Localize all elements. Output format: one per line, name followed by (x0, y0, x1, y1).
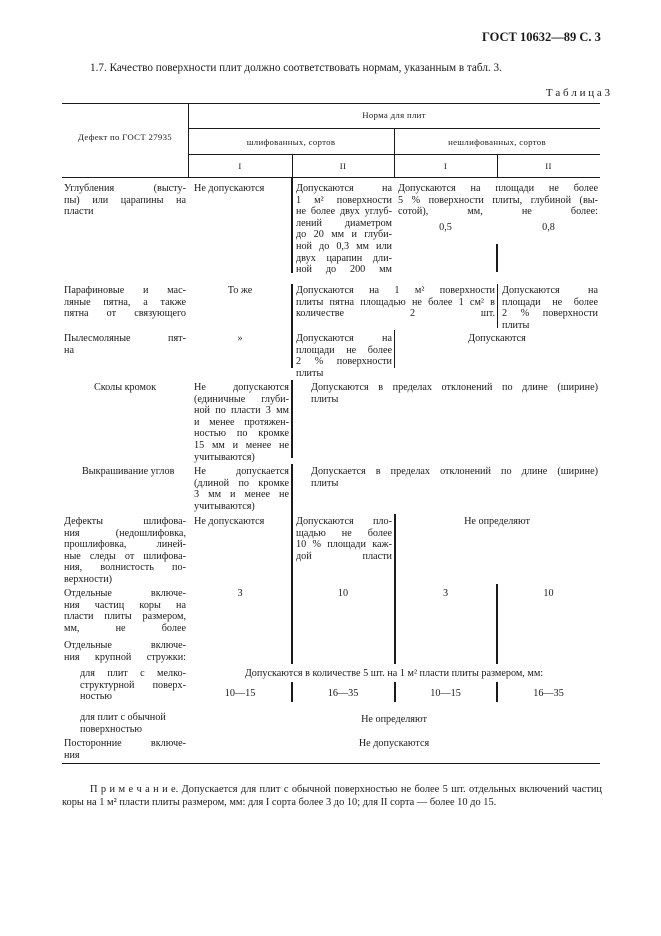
header-grade-1b: I (443, 161, 448, 171)
row2-grade1: То же (227, 285, 253, 296)
row2-grade2-unsanded1: Допускаются на 1 м² поверхности плиты пятна площадью не более 1 см² в количестве 2 шт. (296, 285, 495, 320)
body-divider-c1-r1 (291, 178, 293, 273)
row1-grade2b: 0,8 (542, 222, 555, 233)
row9-grade1: 10—15 (224, 688, 256, 699)
row9-grade1b: 10—15 (430, 688, 461, 699)
row10-defect: для плит с обычной поверхностью (80, 712, 166, 735)
row7-grade1b: 3 (442, 588, 449, 599)
row9-span: Допускаются в количестве 5 шт. на 1 м² пласти плиты размером, мм: (244, 668, 544, 679)
row7-grade1: 3 (237, 588, 243, 599)
row1-grade1: Не допускаются (194, 183, 265, 194)
body-divider-c1-r5 (291, 464, 293, 514)
row1-grade1b: 0,5 (439, 222, 452, 233)
body-divider-c1-r4 (291, 380, 293, 458)
table-bottom-rule (62, 763, 600, 764)
row9-grade2: 16—35 (327, 688, 359, 699)
row4-grade1: Не допускаются (единичные глуби- ной по пласти 3 мм и менее протяжен- ностью по кромке 15 мм и менее не учитываются) (194, 382, 289, 463)
row3-unsanded: Допускаются (468, 333, 526, 344)
row1-grade2: Допускаются на 1 м² поверхности не более двух углуб- лений диаметром до 20 мм и глуби- ной до 0,3 мм или двух царапин дли- ной до 200 мм (296, 183, 392, 276)
row7-defect: Отдельные включе- ния частиц коры на пласти плиты размером, мм, не более (64, 588, 186, 634)
header-grade-2: II (339, 161, 347, 171)
row5-grade1: Не допускается (длиной по кромке 3 мм и менее не учитываются) (194, 466, 289, 512)
row3-grade2: Допускаются на площади не более 2 % поверхности плиты (296, 333, 392, 379)
page-header: ГОСТ 10632—89 С. 3 (482, 30, 601, 44)
row1-defect: Углубления (высту- пы) или царапины на пласти (64, 183, 186, 218)
header-grade-2b: II (545, 161, 552, 171)
row9-grade2b: 16—35 (533, 688, 564, 699)
row9-defect: для плит с мелко- структурной поверх- ностью (80, 668, 186, 703)
table-top-rule (62, 103, 600, 104)
intro-paragraph: 1.7. Качество поверхности плит должно соответствовать нормам, указанным в табл. 3. (90, 62, 502, 74)
body-divider-c3-r1 (496, 244, 498, 272)
row4-defect: Сколы кромок (93, 382, 157, 393)
body-divider-c1-r23 (291, 284, 293, 368)
row3-grade1: » (237, 333, 243, 344)
row8-defect: Отдельные включе- ния крупной стружки: (64, 640, 186, 663)
row6-defect: Дефекты шлифова- ния (недошлифовка, прошлифовка, линей- ные следы от шлифова- ния, волнистость по- верхности) (64, 516, 186, 585)
table-note: П р и м е ч а н и е. Допускается для плит с обычной поверхностью не более 5 шт. отдельных включений частиц коры на 1 м² пласти плиты размером, мм: для I сорта более 3 до 10; для II сорта — более 10 до 15. (62, 784, 602, 808)
row7-grade2: 10 (337, 588, 349, 599)
row6-unsanded: Не определяют (464, 516, 530, 527)
row7-grade2b: 10 (543, 588, 554, 599)
row10-span: Не определяют (361, 714, 427, 725)
body-divider-c3-r2 (497, 284, 498, 328)
row3-defect: Пылесмоляные пят- на (64, 333, 186, 356)
row2-defect: Парафиновые и мас- ляные пятна, а также пятна от связующего (64, 285, 186, 320)
row5-other: Допускается в пределах отклонений по длине (ширине) плиты (311, 466, 598, 489)
header-defect: Дефект по ГОСТ 27935 (78, 132, 172, 142)
header-sanded: шлифованных, сортов (246, 137, 336, 147)
header-grade-1: I (238, 161, 242, 171)
row11-span: Не допускаются (358, 738, 430, 749)
row2-grade2b: Допускаются на площади не более 2 % поверхности плиты (502, 285, 598, 331)
row5-defect: Выкрашивание углов (82, 466, 175, 477)
row11-defect: Посторонние включе- ния (64, 738, 186, 761)
table-caption: Т а б л и ц а 3 (545, 87, 610, 99)
header-bottom-rule (62, 177, 600, 178)
row6-grade1: Не допускаются (194, 516, 265, 527)
row1-unsanded: Допускаются на площади не более 5 % поверхности плиты, глубиной (вы- сотой), мм, не более: (398, 183, 598, 218)
header-unsanded: нешлифованных, сортов (448, 137, 546, 147)
row6-grade2: Допускаются пло- щадью не более 10 % площади каж- дой пласти (296, 516, 392, 562)
row4-other: Допускаются в пределах отклонений по длине (ширине) плиты (311, 382, 598, 405)
header-norm: Норма для плит (362, 110, 426, 120)
